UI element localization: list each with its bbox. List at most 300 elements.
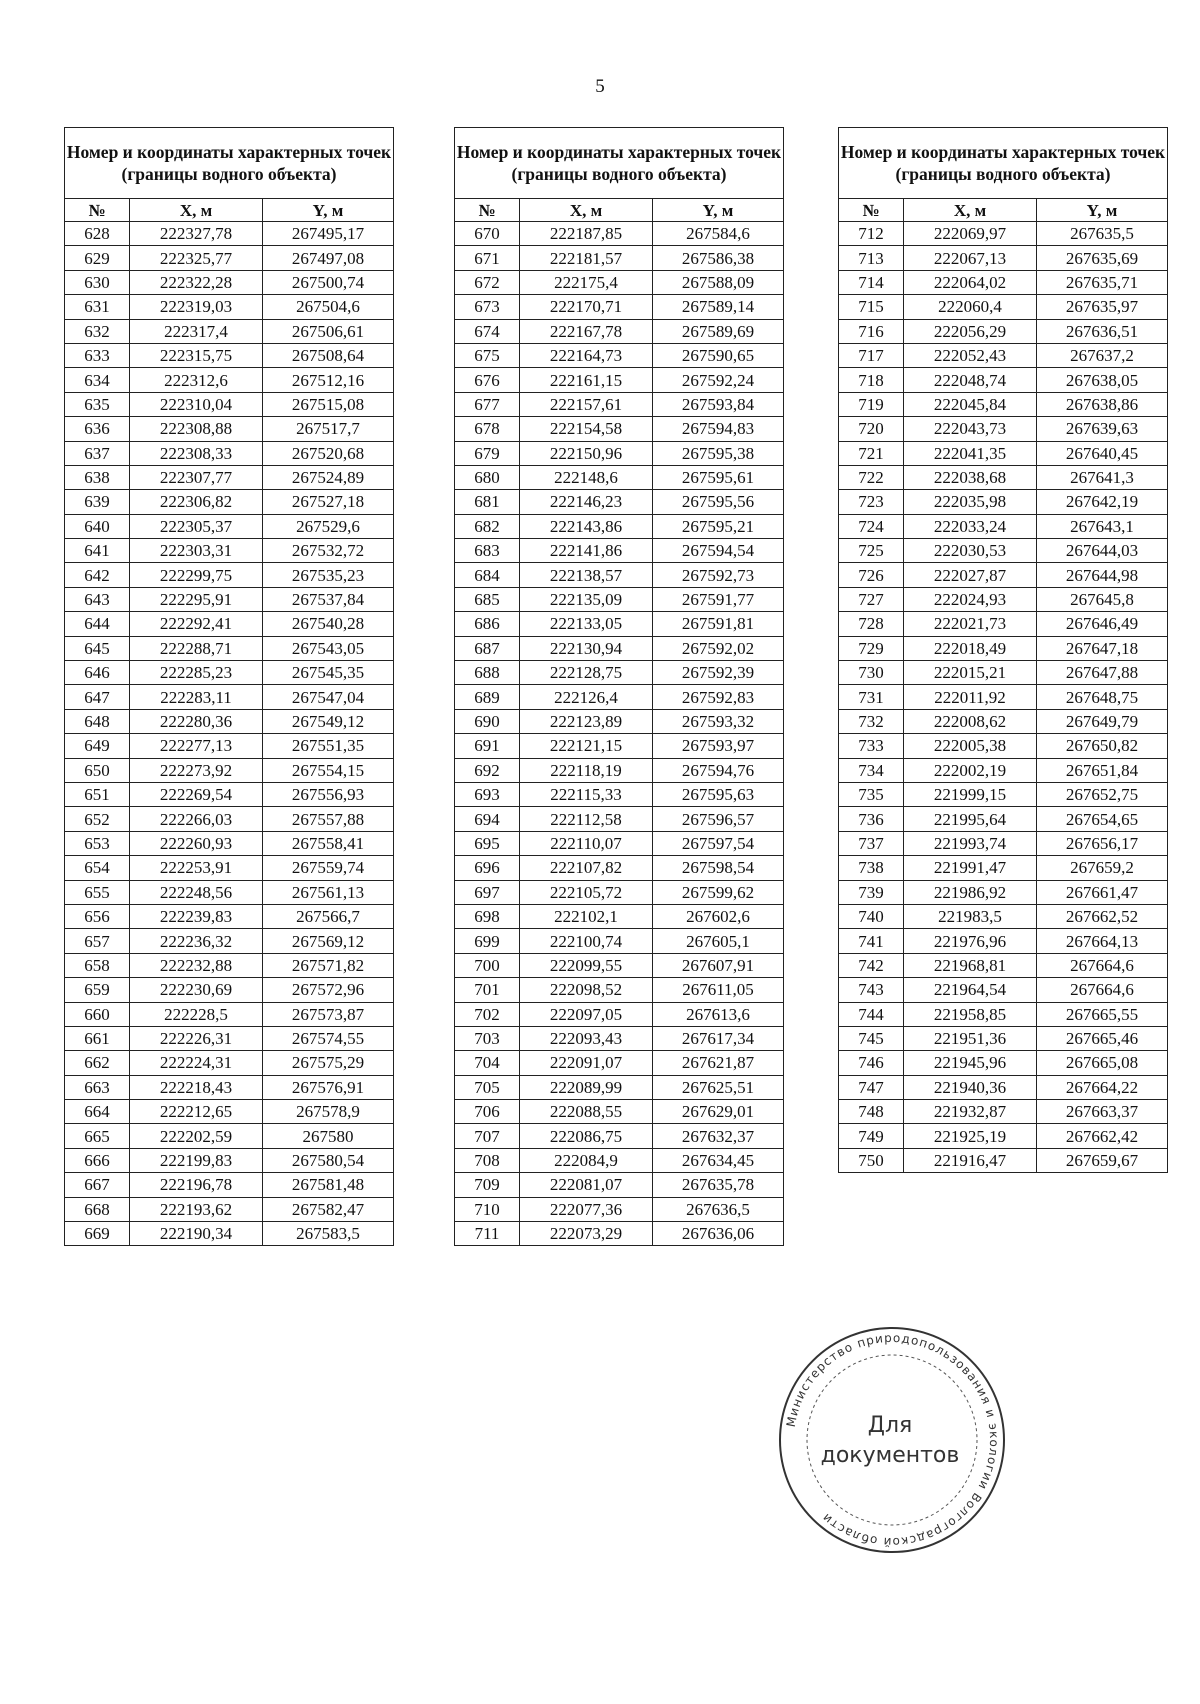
table-row (839, 709, 1168, 733)
point-number-cell: 648 (65, 709, 130, 733)
x-coordinate-cell: 222123,89 (520, 709, 653, 733)
x-coordinate-cell: 222115,33 (520, 782, 653, 806)
table-row (839, 295, 1168, 319)
x-coordinate-cell: 222175,4 (520, 270, 653, 294)
table-row (455, 490, 784, 514)
point-number-cell: 654 (65, 856, 130, 880)
y-coordinate-cell: 267593,32 (653, 709, 784, 733)
table-row (839, 490, 1168, 514)
table-row (839, 1100, 1168, 1124)
table-row (455, 685, 784, 709)
y-coordinate-cell: 267617,34 (653, 1026, 784, 1050)
table-row (65, 319, 394, 343)
point-number-cell: 714 (839, 270, 904, 294)
point-number-cell: 688 (455, 661, 520, 685)
x-coordinate-cell: 222126,4 (520, 685, 653, 709)
x-coordinate-cell: 222196,78 (130, 1173, 263, 1197)
y-coordinate-cell: 267594,76 (653, 758, 784, 782)
x-coordinate-cell: 222228,5 (130, 1002, 263, 1026)
x-coordinate-cell: 222027,87 (904, 563, 1037, 587)
point-number-cell: 657 (65, 929, 130, 953)
y-coordinate-cell: 267506,61 (263, 319, 394, 343)
point-number-cell: 723 (839, 490, 904, 514)
x-coordinate-cell: 222164,73 (520, 343, 653, 367)
table-row (65, 734, 394, 758)
point-number-cell: 690 (455, 709, 520, 733)
x-coordinate-cell: 221958,85 (904, 1002, 1037, 1026)
table-row (65, 1197, 394, 1221)
y-coordinate-cell: 267664,6 (1037, 978, 1168, 1002)
y-coordinate-cell: 267581,48 (263, 1173, 394, 1197)
y-coordinate-cell: 267578,9 (263, 1100, 394, 1124)
x-coordinate-cell: 222008,62 (904, 709, 1037, 733)
table-row (455, 904, 784, 928)
table-row (839, 1075, 1168, 1099)
table-row (455, 1173, 784, 1197)
y-coordinate-cell: 267576,91 (263, 1075, 394, 1099)
table-row (455, 709, 784, 733)
y-coordinate-cell: 267569,12 (263, 929, 394, 953)
table-row (455, 587, 784, 611)
y-coordinate-cell: 267635,71 (1037, 270, 1168, 294)
x-coordinate-cell: 222248,56 (130, 880, 263, 904)
point-number-cell: 687 (455, 636, 520, 660)
y-coordinate-cell: 267500,74 (263, 270, 394, 294)
table-row (455, 1148, 784, 1172)
x-coordinate-cell: 222266,03 (130, 807, 263, 831)
y-coordinate-cell: 267574,55 (263, 1026, 394, 1050)
table-row (65, 807, 394, 831)
table-row (455, 758, 784, 782)
table-row (65, 587, 394, 611)
stamp-ring-text: Министерство природопользования и экологии Волгоградской области (783, 1330, 1002, 1550)
y-coordinate-cell: 267595,38 (653, 441, 784, 465)
table-row (839, 392, 1168, 416)
point-number-cell: 743 (839, 978, 904, 1002)
y-coordinate-cell: 267598,54 (653, 856, 784, 880)
y-coordinate-cell: 267580 (263, 1124, 394, 1148)
x-coordinate-cell: 222226,31 (130, 1026, 263, 1050)
point-number-cell: 628 (65, 222, 130, 246)
point-number-cell: 717 (839, 343, 904, 367)
point-number-cell: 647 (65, 685, 130, 709)
x-coordinate-cell: 222130,94 (520, 636, 653, 660)
point-number-cell: 665 (65, 1124, 130, 1148)
y-coordinate-cell: 267591,77 (653, 587, 784, 611)
table-row (65, 1148, 394, 1172)
y-coordinate-cell: 267524,89 (263, 465, 394, 489)
x-coordinate-cell: 222283,11 (130, 685, 263, 709)
x-coordinate-cell: 222167,78 (520, 319, 653, 343)
x-coordinate-cell: 222317,4 (130, 319, 263, 343)
x-coordinate-cell: 222064,02 (904, 270, 1037, 294)
x-coordinate-cell: 222327,78 (130, 222, 263, 246)
point-number-cell: 729 (839, 636, 904, 660)
table-row (65, 880, 394, 904)
point-number-cell: 705 (455, 1075, 520, 1099)
y-coordinate-cell: 267643,1 (1037, 514, 1168, 538)
coordinates-table-3 (838, 127, 1168, 1173)
point-number-cell: 738 (839, 856, 904, 880)
x-coordinate-cell: 222308,33 (130, 441, 263, 465)
point-number-cell: 663 (65, 1075, 130, 1099)
x-coordinate-cell: 222118,19 (520, 758, 653, 782)
table-row (839, 343, 1168, 367)
table-caption: Номер и координаты характерных точек (границы водного объекта) (839, 128, 1168, 199)
x-coordinate-cell: 221993,74 (904, 831, 1037, 855)
table-row (455, 392, 784, 416)
point-number-cell: 661 (65, 1026, 130, 1050)
table-row (839, 1002, 1168, 1026)
point-number-cell: 741 (839, 929, 904, 953)
table-row (455, 465, 784, 489)
point-number-cell: 666 (65, 1148, 130, 1172)
point-number-cell: 667 (65, 1173, 130, 1197)
x-coordinate-cell: 222232,88 (130, 953, 263, 977)
y-coordinate-cell: 267662,52 (1037, 904, 1168, 928)
y-coordinate-cell: 267663,37 (1037, 1100, 1168, 1124)
x-coordinate-cell: 222030,53 (904, 539, 1037, 563)
x-coordinate-cell: 222236,32 (130, 929, 263, 953)
x-coordinate-cell: 222148,6 (520, 465, 653, 489)
point-number-cell: 746 (839, 1051, 904, 1075)
point-number-cell: 732 (839, 709, 904, 733)
y-coordinate-cell: 267665,46 (1037, 1026, 1168, 1050)
point-number-cell: 653 (65, 831, 130, 855)
y-coordinate-cell: 267648,75 (1037, 685, 1168, 709)
x-coordinate-cell: 222110,07 (520, 831, 653, 855)
point-number-cell: 632 (65, 319, 130, 343)
x-coordinate-cell: 222141,86 (520, 539, 653, 563)
point-number-cell: 669 (65, 1222, 130, 1246)
y-coordinate-cell: 267591,81 (653, 612, 784, 636)
x-coordinate-cell: 222045,84 (904, 392, 1037, 416)
table-row (455, 856, 784, 880)
x-coordinate-cell: 222088,55 (520, 1100, 653, 1124)
y-coordinate-cell: 267593,97 (653, 734, 784, 758)
point-number-cell: 656 (65, 904, 130, 928)
point-number-cell: 709 (455, 1173, 520, 1197)
table-row (65, 953, 394, 977)
x-coordinate-cell: 222310,04 (130, 392, 263, 416)
x-coordinate-cell: 222069,97 (904, 222, 1037, 246)
y-coordinate-cell: 267594,83 (653, 417, 784, 441)
x-coordinate-cell: 222073,29 (520, 1222, 653, 1246)
point-number-cell: 748 (839, 1100, 904, 1124)
y-coordinate-cell: 267535,23 (263, 563, 394, 587)
point-number-cell: 636 (65, 417, 130, 441)
table-row (839, 1124, 1168, 1148)
x-coordinate-cell: 222202,59 (130, 1124, 263, 1148)
table-row (839, 368, 1168, 392)
point-number-cell: 645 (65, 636, 130, 660)
x-coordinate-cell: 221925,19 (904, 1124, 1037, 1148)
y-coordinate-cell: 267556,93 (263, 782, 394, 806)
x-coordinate-cell: 222005,38 (904, 734, 1037, 758)
x-coordinate-cell: 222253,91 (130, 856, 263, 880)
point-number-cell: 680 (455, 465, 520, 489)
point-number-cell: 668 (65, 1197, 130, 1221)
x-coordinate-cell: 222002,19 (904, 758, 1037, 782)
table-row (65, 392, 394, 416)
point-number-cell: 641 (65, 539, 130, 563)
column-header-x: X, м (130, 199, 263, 222)
x-coordinate-cell: 222048,74 (904, 368, 1037, 392)
x-coordinate-cell: 222325,77 (130, 246, 263, 270)
x-coordinate-cell: 222043,73 (904, 417, 1037, 441)
point-number-cell: 639 (65, 490, 130, 514)
y-coordinate-cell: 267571,82 (263, 953, 394, 977)
y-coordinate-cell: 267527,18 (263, 490, 394, 514)
point-number-cell: 689 (455, 685, 520, 709)
table-row (455, 978, 784, 1002)
x-coordinate-cell: 222041,35 (904, 441, 1037, 465)
y-coordinate-cell: 267599,62 (653, 880, 784, 904)
point-number-cell: 643 (65, 587, 130, 611)
y-coordinate-cell: 267540,28 (263, 612, 394, 636)
table-row (65, 246, 394, 270)
point-number-cell: 713 (839, 246, 904, 270)
point-number-cell: 700 (455, 953, 520, 977)
x-coordinate-cell: 222146,23 (520, 490, 653, 514)
column-header-x: X, м (520, 199, 653, 222)
y-coordinate-cell: 267495,17 (263, 222, 394, 246)
y-coordinate-cell: 267635,5 (1037, 222, 1168, 246)
y-coordinate-cell: 267592,24 (653, 368, 784, 392)
x-coordinate-cell: 222093,43 (520, 1026, 653, 1050)
x-coordinate-cell: 222138,57 (520, 563, 653, 587)
x-coordinate-cell: 221945,96 (904, 1051, 1037, 1075)
x-coordinate-cell: 221940,36 (904, 1075, 1037, 1099)
point-number-cell: 683 (455, 539, 520, 563)
y-coordinate-cell: 267607,91 (653, 953, 784, 977)
x-coordinate-cell: 222239,83 (130, 904, 263, 928)
y-coordinate-cell: 267595,56 (653, 490, 784, 514)
table-row (455, 295, 784, 319)
svg-text:Министерство природопользовани (784, 1331, 1001, 1549)
y-coordinate-cell: 267636,06 (653, 1222, 784, 1246)
x-coordinate-cell: 222312,6 (130, 368, 263, 392)
point-number-cell: 749 (839, 1124, 904, 1148)
point-number-cell: 679 (455, 441, 520, 465)
table-row (839, 1026, 1168, 1050)
x-coordinate-cell: 222105,72 (520, 880, 653, 904)
table-row (455, 222, 784, 246)
point-number-cell: 676 (455, 368, 520, 392)
x-coordinate-cell: 222277,13 (130, 734, 263, 758)
table-row (839, 1051, 1168, 1075)
table-row (839, 563, 1168, 587)
point-number-cell: 635 (65, 392, 130, 416)
column-header-number: № (839, 199, 904, 222)
point-number-cell: 712 (839, 222, 904, 246)
point-number-cell: 747 (839, 1075, 904, 1099)
column-header-y: Y, м (1037, 199, 1168, 222)
table-row (455, 612, 784, 636)
table-row (65, 782, 394, 806)
y-coordinate-cell: 267583,5 (263, 1222, 394, 1246)
table-row (65, 563, 394, 587)
column-header-number: № (65, 199, 130, 222)
x-coordinate-cell: 222218,43 (130, 1075, 263, 1099)
x-coordinate-cell: 222319,03 (130, 295, 263, 319)
table-row (455, 734, 784, 758)
y-coordinate-cell: 267652,75 (1037, 782, 1168, 806)
table-row (839, 758, 1168, 782)
point-number-cell: 673 (455, 295, 520, 319)
point-number-cell: 684 (455, 563, 520, 587)
x-coordinate-cell: 222315,75 (130, 343, 263, 367)
table-row (65, 612, 394, 636)
table-row (839, 880, 1168, 904)
table-row (65, 904, 394, 928)
y-coordinate-cell: 267635,78 (653, 1173, 784, 1197)
y-coordinate-cell: 267635,69 (1037, 246, 1168, 270)
y-coordinate-cell: 267646,49 (1037, 612, 1168, 636)
x-coordinate-cell: 222181,57 (520, 246, 653, 270)
round-stamp (772, 1320, 1012, 1560)
x-coordinate-cell: 222292,41 (130, 612, 263, 636)
x-coordinate-cell: 222112,58 (520, 807, 653, 831)
x-coordinate-cell: 221995,64 (904, 807, 1037, 831)
point-number-cell: 681 (455, 490, 520, 514)
x-coordinate-cell: 222015,21 (904, 661, 1037, 685)
x-coordinate-cell: 222157,61 (520, 392, 653, 416)
table-row (65, 343, 394, 367)
point-number-cell: 726 (839, 563, 904, 587)
table-row (455, 1100, 784, 1124)
point-number-cell: 703 (455, 1026, 520, 1050)
table-row (455, 539, 784, 563)
point-number-cell: 706 (455, 1100, 520, 1124)
y-coordinate-cell: 267602,6 (653, 904, 784, 928)
table-row (455, 782, 784, 806)
y-coordinate-cell: 267629,01 (653, 1100, 784, 1124)
y-coordinate-cell: 267611,05 (653, 978, 784, 1002)
y-coordinate-cell: 267634,45 (653, 1148, 784, 1172)
y-coordinate-cell: 267595,61 (653, 465, 784, 489)
point-number-cell: 739 (839, 880, 904, 904)
x-coordinate-cell: 222306,82 (130, 490, 263, 514)
x-coordinate-cell: 222212,65 (130, 1100, 263, 1124)
y-coordinate-cell: 267545,35 (263, 661, 394, 685)
y-coordinate-cell: 267593,84 (653, 392, 784, 416)
y-coordinate-cell: 267662,42 (1037, 1124, 1168, 1148)
table-row (839, 441, 1168, 465)
y-coordinate-cell: 267656,17 (1037, 831, 1168, 855)
point-number-cell: 708 (455, 1148, 520, 1172)
point-number-cell: 740 (839, 904, 904, 928)
y-coordinate-cell: 267605,1 (653, 929, 784, 953)
y-coordinate-cell: 267651,84 (1037, 758, 1168, 782)
table-row (455, 270, 784, 294)
point-number-cell: 637 (65, 441, 130, 465)
point-number-cell: 658 (65, 953, 130, 977)
table-caption: Номер и координаты характерных точек (границы водного объекта) (65, 128, 394, 199)
x-coordinate-cell: 221916,47 (904, 1148, 1037, 1172)
table-row (65, 1002, 394, 1026)
point-number-cell: 638 (65, 465, 130, 489)
table-row (839, 636, 1168, 660)
x-coordinate-cell: 221986,92 (904, 880, 1037, 904)
y-coordinate-cell: 267557,88 (263, 807, 394, 831)
y-coordinate-cell: 267532,72 (263, 539, 394, 563)
column-header-x: X, м (904, 199, 1037, 222)
point-number-cell: 699 (455, 929, 520, 953)
x-coordinate-cell: 222308,88 (130, 417, 263, 441)
x-coordinate-cell: 222100,74 (520, 929, 653, 953)
x-coordinate-cell: 222285,23 (130, 661, 263, 685)
table-row (455, 1124, 784, 1148)
point-number-cell: 731 (839, 685, 904, 709)
table-row (839, 782, 1168, 806)
table-row (839, 514, 1168, 538)
table-row (65, 709, 394, 733)
point-number-cell: 735 (839, 782, 904, 806)
point-number-cell: 733 (839, 734, 904, 758)
y-coordinate-cell: 267654,65 (1037, 807, 1168, 831)
y-coordinate-cell: 267561,13 (263, 880, 394, 904)
y-coordinate-cell: 267551,35 (263, 734, 394, 758)
x-coordinate-cell: 221964,54 (904, 978, 1037, 1002)
y-coordinate-cell: 267637,2 (1037, 343, 1168, 367)
table-row (839, 1148, 1168, 1172)
table-row (455, 246, 784, 270)
point-number-cell: 629 (65, 246, 130, 270)
x-coordinate-cell: 222084,9 (520, 1148, 653, 1172)
table-row (839, 587, 1168, 611)
point-number-cell: 644 (65, 612, 130, 636)
table-row (839, 831, 1168, 855)
table-row (455, 831, 784, 855)
point-number-cell: 710 (455, 1197, 520, 1221)
point-number-cell: 704 (455, 1051, 520, 1075)
x-coordinate-cell: 222288,71 (130, 636, 263, 660)
y-coordinate-cell: 267559,74 (263, 856, 394, 880)
coordinates-table-1 (64, 127, 394, 1246)
y-coordinate-cell: 267640,45 (1037, 441, 1168, 465)
y-coordinate-cell: 267636,5 (653, 1197, 784, 1221)
table-row (65, 978, 394, 1002)
y-coordinate-cell: 267664,22 (1037, 1075, 1168, 1099)
x-coordinate-cell: 222077,36 (520, 1197, 653, 1221)
x-coordinate-cell: 222052,43 (904, 343, 1037, 367)
point-number-cell: 659 (65, 978, 130, 1002)
x-coordinate-cell: 221976,96 (904, 929, 1037, 953)
column-header-y: Y, м (263, 199, 394, 222)
table-row (455, 661, 784, 685)
point-number-cell: 692 (455, 758, 520, 782)
point-number-cell: 711 (455, 1222, 520, 1246)
coordinates-table-2 (454, 127, 784, 1246)
x-coordinate-cell: 222033,24 (904, 514, 1037, 538)
x-coordinate-cell: 222011,92 (904, 685, 1037, 709)
x-coordinate-cell: 222295,91 (130, 587, 263, 611)
table-row (839, 978, 1168, 1002)
point-number-cell: 646 (65, 661, 130, 685)
point-number-cell: 737 (839, 831, 904, 855)
x-coordinate-cell: 222133,05 (520, 612, 653, 636)
point-number-cell: 702 (455, 1002, 520, 1026)
y-coordinate-cell: 267558,41 (263, 831, 394, 855)
point-number-cell: 682 (455, 514, 520, 538)
y-coordinate-cell: 267554,15 (263, 758, 394, 782)
point-number-cell: 697 (455, 880, 520, 904)
y-coordinate-cell: 267586,38 (653, 246, 784, 270)
y-coordinate-cell: 267529,6 (263, 514, 394, 538)
stamp-text-line2: документов (820, 1443, 960, 1468)
table-row (455, 343, 784, 367)
